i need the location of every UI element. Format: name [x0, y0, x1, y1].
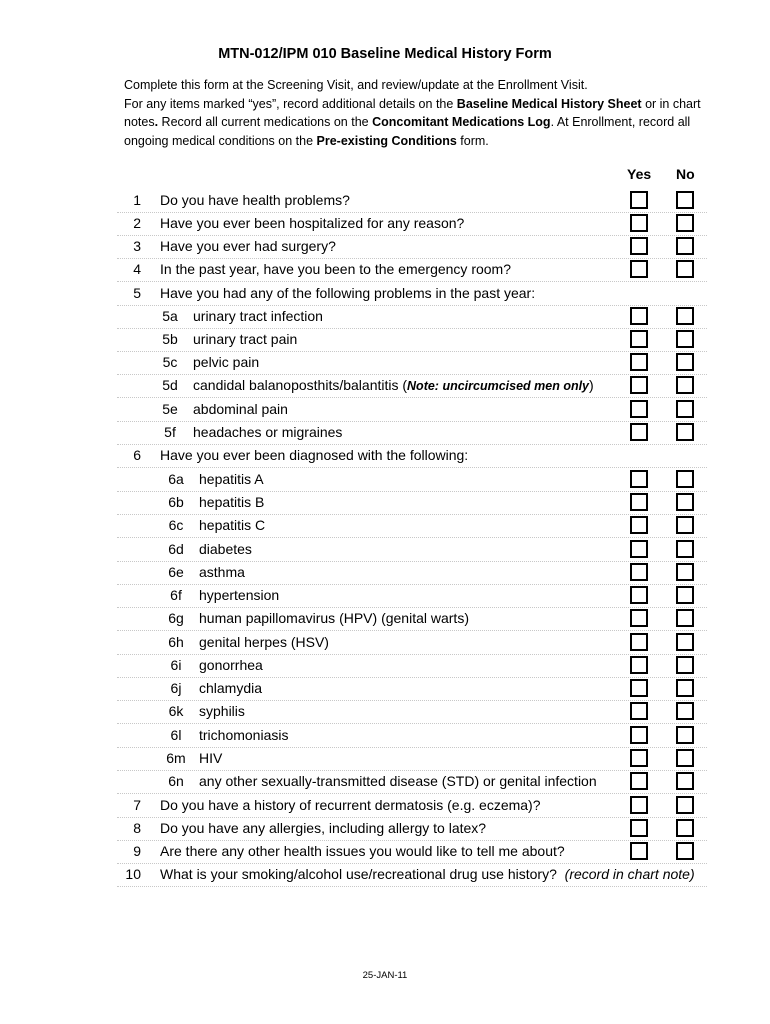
sub-question-text: syphilis [199, 703, 245, 719]
no-checkbox[interactable] [676, 563, 694, 581]
question-row-5e [117, 399, 707, 422]
sub-question-number: 5c [162, 354, 178, 370]
question-row-5f [117, 422, 707, 445]
question-number: 10 [125, 866, 141, 882]
sub-question-text: HIV [199, 750, 223, 766]
instructions-line-1: Complete this form at the Screening Visit, and review/update at the Enrollment Visit. [124, 78, 588, 92]
instructions-text: notes [124, 115, 155, 129]
question-row-5b [117, 329, 707, 352]
sub-question-number: 6h [168, 634, 184, 650]
sub-question-text: hepatitis C [199, 517, 266, 533]
no-checkbox[interactable] [676, 702, 694, 720]
no-checkbox[interactable] [676, 307, 694, 325]
yes-checkbox[interactable] [630, 423, 648, 441]
yes-checkbox[interactable] [630, 214, 648, 232]
yes-checkbox[interactable] [630, 656, 648, 674]
question-row-10 [117, 864, 707, 887]
yes-checkbox[interactable] [630, 796, 648, 814]
yes-checkbox[interactable] [630, 609, 648, 627]
sub-question-text [193, 377, 594, 393]
no-checkbox[interactable] [676, 376, 694, 394]
question-row-6g [117, 608, 707, 631]
sub-question-number: 6e [168, 564, 184, 580]
sub-question-text: any other sexually-transmitted disease (STD) or genital infection [199, 773, 597, 789]
question-number: 7 [133, 797, 141, 813]
question-row-6j [117, 678, 707, 701]
question-text [160, 866, 695, 882]
instructions-text: Record all current medications on the [158, 115, 373, 129]
yes-checkbox[interactable] [630, 376, 648, 394]
no-checkbox[interactable] [676, 237, 694, 255]
question-row-6e [117, 562, 707, 585]
yes-checkbox[interactable] [630, 726, 648, 744]
question-number: 2 [133, 215, 141, 231]
instructions-line-4 [124, 132, 724, 151]
question-row-6h [117, 632, 707, 655]
sub-question-text: hepatitis A [199, 471, 264, 487]
question-number: 8 [133, 820, 141, 836]
question-row-6d [117, 539, 707, 562]
instructions-text: . At Enrollment, record all [550, 115, 691, 129]
sub-question-number: 6k [168, 703, 184, 719]
question-row-6f [117, 585, 707, 608]
question-text: Do you have any allergies, including allergy to latex? [160, 820, 487, 836]
no-checkbox[interactable] [676, 772, 694, 790]
yes-checkbox[interactable] [630, 400, 648, 418]
yes-column-header: Yes [627, 166, 652, 182]
yes-checkbox[interactable] [630, 749, 648, 767]
yes-checkbox[interactable] [630, 260, 648, 278]
sub-question-number: 6b [168, 494, 184, 510]
question-number: 6 [133, 447, 141, 463]
no-checkbox[interactable] [676, 353, 694, 371]
no-checkbox[interactable] [676, 726, 694, 744]
question-text: Have you ever been hospitalized for any reason? [160, 215, 465, 231]
sub-question-number: 6m [166, 750, 186, 766]
no-checkbox[interactable] [676, 609, 694, 627]
sub-question-text: genital herpes (HSV) [199, 634, 329, 650]
sub-question-number: 6c [168, 517, 184, 533]
question-text: Have you ever been diagnosed with the following: [160, 447, 469, 463]
sub-question-number: 6i [170, 657, 182, 673]
no-checkbox[interactable] [676, 796, 694, 814]
no-checkbox[interactable] [676, 819, 694, 837]
sub-question-number: 6g [168, 610, 184, 626]
sub-question-number: 6f [170, 587, 182, 603]
no-checkbox[interactable] [676, 842, 694, 860]
yes-checkbox[interactable] [630, 772, 648, 790]
question-row-5d [117, 375, 707, 398]
no-checkbox[interactable] [676, 679, 694, 697]
question-text: Do you have health problems? [160, 192, 350, 208]
sub-question-number: 6a [168, 471, 184, 487]
yes-checkbox[interactable] [630, 353, 648, 371]
sub-question-text: hypertension [199, 587, 280, 603]
yes-checkbox[interactable] [630, 563, 648, 581]
sub-question-text: headaches or migraines [193, 424, 343, 440]
yes-checkbox[interactable] [630, 540, 648, 558]
yes-checkbox[interactable] [630, 633, 648, 651]
yes-checkbox[interactable] [630, 586, 648, 604]
sub-question-text: asthma [199, 564, 245, 580]
question-row-6 [117, 445, 707, 468]
no-checkbox[interactable] [676, 493, 694, 511]
question-text: Have you had any of the following problems in the past year: [160, 285, 536, 301]
question-row-6c [117, 515, 707, 538]
sub-question-number: 6l [170, 727, 182, 743]
question-row-6n [117, 771, 707, 794]
sub-question-text: trichomoniasis [199, 727, 289, 743]
instructions [124, 76, 724, 150]
yes-checkbox[interactable] [630, 191, 648, 209]
sub-question-text: gonorrhea [199, 657, 263, 673]
sub-question-text: diabetes [199, 541, 252, 557]
yes-checkbox[interactable] [630, 819, 648, 837]
sub-question-number: 6d [168, 541, 184, 557]
sub-question-number: 5d [162, 377, 178, 393]
question-text: In the past year, have you been to the emergency room? [160, 261, 511, 277]
question-text: Have you ever had surgery? [160, 238, 336, 254]
concomitant-medications-ref: Concomitant Medications Log [372, 115, 551, 129]
question-row-6l [117, 725, 707, 748]
no-checkbox[interactable] [676, 191, 694, 209]
yes-checkbox[interactable] [630, 493, 648, 511]
question-row-7 [117, 795, 707, 818]
question-row-6a [117, 469, 707, 492]
yes-checkbox[interactable] [630, 516, 648, 534]
no-checkbox[interactable] [676, 423, 694, 441]
sub-question-text: human papillomavirus (HPV) (genital warts) [199, 610, 469, 626]
question-row-9 [117, 841, 707, 864]
closing-paren: ) [589, 377, 594, 393]
question-row-5 [117, 283, 707, 306]
no-checkbox[interactable] [676, 214, 694, 232]
chart-note-instruction: (record in chart note) [564, 866, 695, 882]
instructions-text: For any items marked “yes”, record additional details on the [124, 96, 457, 111]
form-title: MTN-012/IPM 010 Baseline Medical History Form [218, 46, 552, 62]
question-number: 4 [133, 261, 141, 277]
instructions-period: . [154, 115, 159, 129]
sub-question-number: 5b [162, 331, 178, 347]
sub-question-number: 5e [162, 401, 178, 417]
question-row-4 [117, 259, 707, 282]
pre-existing-conditions-ref: Pre-existing Conditions [316, 133, 457, 148]
no-checkbox[interactable] [676, 633, 694, 651]
no-checkbox[interactable] [676, 330, 694, 348]
instructions-line-2 [124, 95, 724, 114]
uncircumcised-note: Note: uncircumcised men only [407, 379, 590, 393]
question-number: 1 [133, 192, 141, 208]
yes-checkbox[interactable] [630, 702, 648, 720]
question-text: Do you have a history of recurrent dermatosis (e.g. eczema)? [160, 797, 541, 813]
question-row-5a [117, 306, 707, 329]
instructions-text: or in chart [641, 96, 701, 111]
sub-question-text: urinary tract infection [193, 308, 323, 324]
question-row-8 [117, 818, 707, 841]
no-checkbox[interactable] [676, 540, 694, 558]
form-version-date: 25-JAN-11 [362, 970, 408, 981]
instructions-line-3 [124, 113, 724, 132]
instructions-text: form. [456, 133, 489, 148]
yes-checkbox[interactable] [630, 307, 648, 325]
no-checkbox[interactable] [676, 749, 694, 767]
no-column-header: No [676, 166, 695, 182]
question-row-6i [117, 655, 707, 678]
yes-checkbox[interactable] [630, 679, 648, 697]
no-checkbox[interactable] [676, 470, 694, 488]
sub-question-text: chlamydia [199, 680, 263, 696]
sub-question-number: 5f [164, 424, 176, 440]
yes-checkbox[interactable] [630, 237, 648, 255]
baseline-history-sheet-ref: Baseline Medical History Sheet [456, 96, 642, 111]
sub-question-text: hepatitis B [199, 494, 265, 510]
no-checkbox[interactable] [676, 656, 694, 674]
yes-checkbox[interactable] [630, 842, 648, 860]
no-checkbox[interactable] [676, 400, 694, 418]
question-row-5c [117, 352, 707, 375]
question-number: 3 [133, 238, 141, 254]
question-row-2 [117, 213, 707, 236]
question-text: Are there any other health issues you would like to tell me about? [160, 843, 565, 859]
question-row-3 [117, 236, 707, 259]
sub-question-text-main: candidal balanoposthits/balantitis ( [193, 377, 408, 393]
question-number: 9 [133, 843, 141, 859]
sub-question-number: 6j [170, 680, 182, 696]
question-text-main: What is your smoking/alcohol use/recreational drug use history? [160, 866, 557, 882]
sub-question-number: 5a [162, 308, 178, 324]
sub-question-text: urinary tract pain [193, 331, 298, 347]
sub-question-text: pelvic pain [193, 354, 260, 370]
question-row-6b [117, 492, 707, 515]
no-checkbox[interactable] [676, 260, 694, 278]
sub-question-text: abdominal pain [193, 401, 288, 417]
question-number: 5 [133, 285, 141, 301]
yes-checkbox[interactable] [630, 330, 648, 348]
question-row-6m [117, 748, 707, 771]
sub-question-number: 6n [168, 773, 184, 789]
no-checkbox[interactable] [676, 586, 694, 604]
no-checkbox[interactable] [676, 516, 694, 534]
question-row-6k [117, 701, 707, 724]
instructions-text: ongoing medical conditions on the [124, 133, 317, 148]
question-row-1 [117, 190, 707, 213]
yes-checkbox[interactable] [630, 470, 648, 488]
